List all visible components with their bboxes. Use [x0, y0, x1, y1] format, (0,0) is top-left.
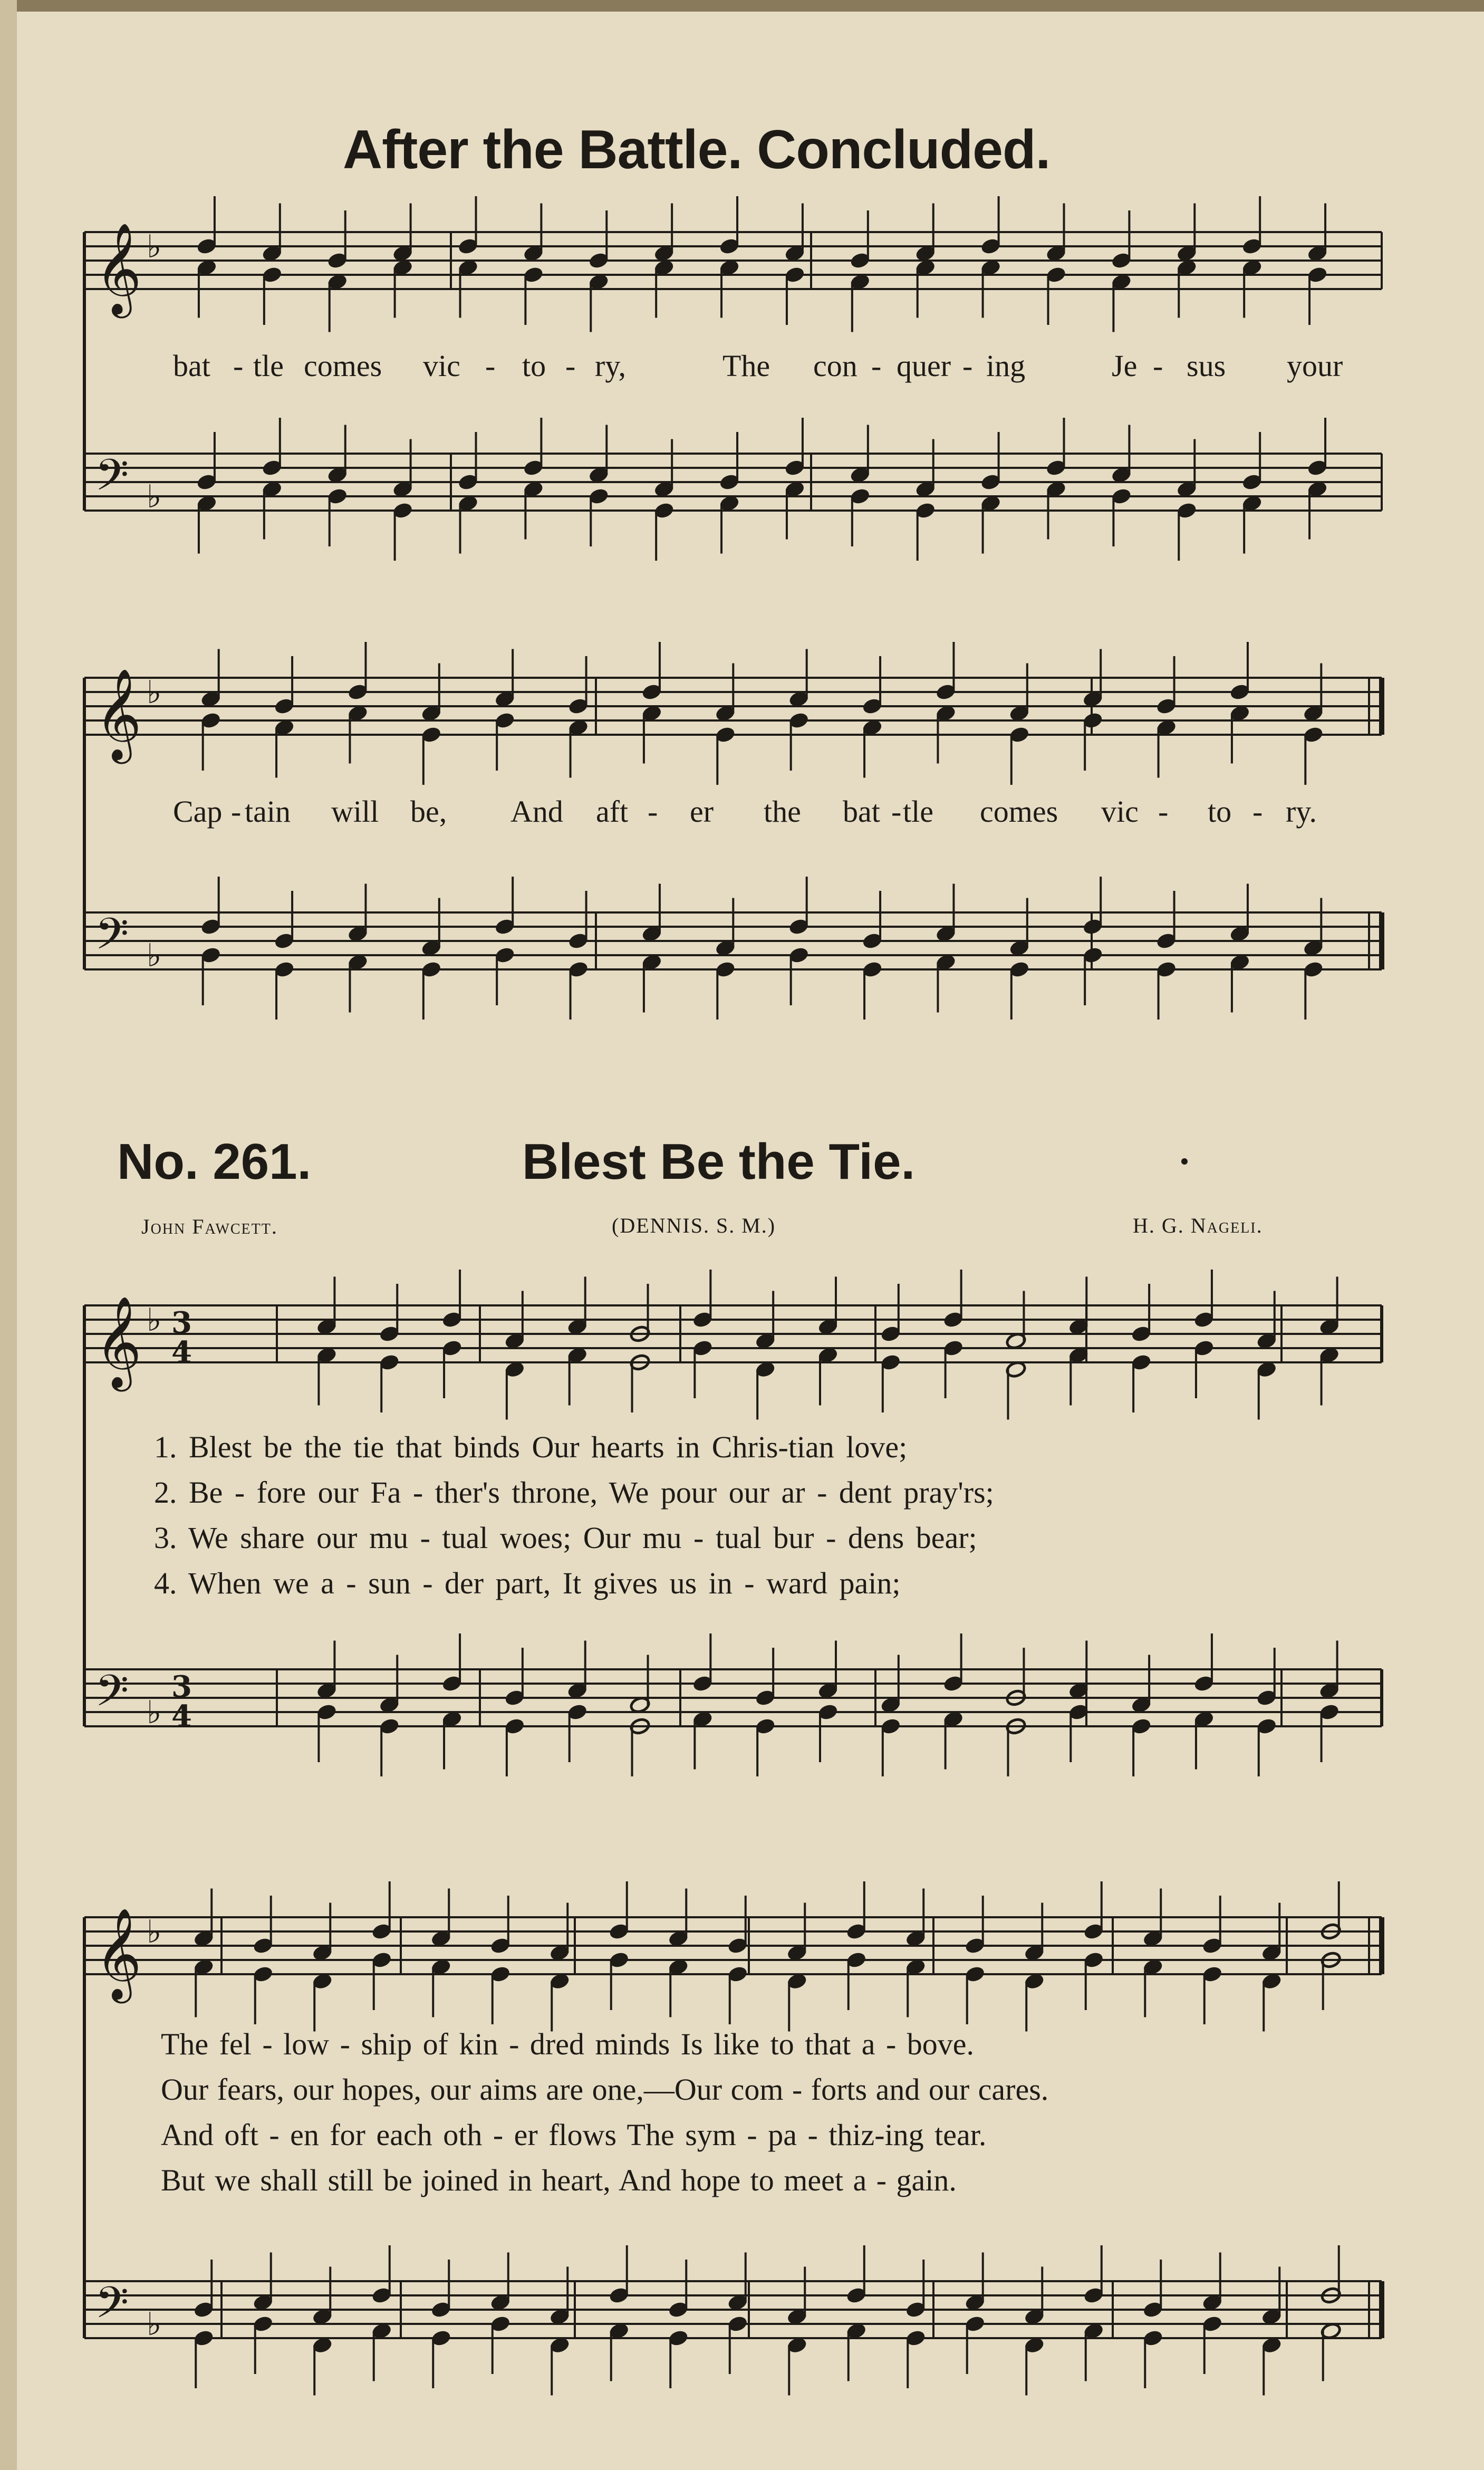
key-signature-flat: ♭	[147, 228, 162, 265]
verse-2-line: Our fears, our hopes, our aims are one,—Our com - forts and our cares.	[161, 2072, 1049, 2107]
lyric-syllable: con	[813, 349, 857, 383]
lyric-syllable: ing	[986, 349, 1026, 383]
hymn-composer: H. G. Nageli.	[1133, 1214, 1263, 1237]
verse-4-line: But we shall still be joined in heart, And hope to meet a - gain.	[161, 2163, 957, 2197]
lyric-hyphen: -	[231, 794, 242, 829]
section-title: After the Battle. Concluded.	[343, 119, 1051, 180]
lyric-syllable: the	[764, 794, 801, 829]
lyric-syllable: bat	[173, 349, 210, 383]
lyric-syllable: to	[1208, 794, 1232, 829]
lyric-syllable: be,	[410, 794, 447, 829]
lyric-syllable: tle	[253, 349, 284, 383]
lyric-hyphen: -	[891, 794, 902, 829]
time-signature: 3	[171, 1305, 192, 1340]
lyric-syllable: er	[690, 794, 714, 829]
lyric-hyphen: -	[962, 349, 973, 383]
lyric-syllable: vic	[1101, 794, 1139, 829]
lyric-hyphen: -	[1158, 794, 1169, 829]
lyric-syllable: comes	[304, 349, 382, 383]
verse-1-line: 1. Blest be the tie that binds Our hearts in Chris-tian love;	[154, 1430, 908, 1464]
lyric-syllable: tain	[245, 794, 291, 829]
key-signature-flat: ♭	[147, 2306, 162, 2343]
verse-3-line: And oft - en for each oth - er flows The sym - pa - thiz-ing tear.	[161, 2118, 987, 2152]
verse-2-line: 2. Be - fore our Fa - ther's throne, We pour our ar - dent pray'rs;	[154, 1475, 994, 1510]
lyric-syllable: your	[1287, 349, 1343, 383]
lyric-syllable: to	[522, 349, 546, 383]
key-signature-flat: ♭	[147, 1694, 162, 1731]
time-signature: 4	[171, 1335, 192, 1370]
hymn-tune: (DENNIS. S. M.)	[612, 1214, 776, 1237]
lyric-hyphen: -	[565, 349, 576, 383]
page-speck	[1181, 1158, 1188, 1165]
key-signature-flat: ♭	[147, 937, 162, 974]
lyric-syllable: ry,	[595, 349, 627, 383]
hymn-number: No. 261.	[117, 1133, 312, 1190]
lyric-syllable: sus	[1187, 349, 1226, 383]
lyric-syllable: ry.	[1286, 794, 1317, 829]
bass-clef: 𝄢	[95, 449, 129, 511]
bass-clef: 𝄢	[95, 1665, 129, 1727]
treble-clef: 𝄞	[95, 1908, 142, 2000]
lyric-syllable: aft	[596, 794, 629, 829]
key-signature-flat: ♭	[147, 1302, 162, 1339]
verse-1-line: The fel - low - ship of kin - dred minds Is like to that a - bove.	[161, 2027, 975, 2061]
lyric-syllable: tle	[903, 794, 933, 829]
lyric-hyphen: -	[648, 794, 658, 829]
lyric-hyphen: -	[485, 349, 496, 383]
bass-clef: 𝄢	[95, 2277, 129, 2339]
lyric-hyphen: -	[1153, 349, 1163, 383]
lyric-syllable: quer	[897, 349, 951, 383]
time-signature: 4	[171, 1699, 192, 1734]
lyric-syllable: The	[722, 349, 770, 383]
lyric-syllable: Cap	[173, 794, 223, 829]
lyric-syllable: bat	[843, 794, 880, 829]
lyric-syllable: vic	[423, 349, 460, 383]
key-signature-flat: ♭	[147, 674, 162, 711]
verse-3-line: 3. We share our mu - tual woes; Our mu - tual bur - dens bear;	[154, 1521, 977, 1555]
lyric-hyphen: -	[233, 349, 244, 383]
key-signature-flat: ♭	[147, 478, 162, 515]
lyric-syllable: And	[510, 794, 563, 829]
verse-4-line: 4. When we a - sun - der part, It gives us in - ward pain;	[154, 1566, 901, 1600]
treble-clef: 𝄞	[95, 223, 142, 314]
lyric-syllable: will	[331, 794, 379, 829]
key-signature-flat: ♭	[147, 1914, 162, 1950]
lyric-hyphen: -	[1252, 794, 1263, 829]
lyric-syllable: comes	[980, 794, 1058, 829]
lyric-syllable: Je	[1112, 349, 1138, 383]
hymn-title: Blest Be the Tie.	[522, 1133, 916, 1190]
hymn-author: John Fawcett.	[141, 1215, 278, 1238]
lyric-hyphen: -	[871, 349, 882, 383]
time-signature: 3	[171, 1669, 192, 1704]
treble-clef: 𝄞	[95, 1296, 142, 1388]
bass-clef: 𝄢	[95, 908, 129, 970]
treble-clef: 𝄞	[95, 668, 142, 760]
